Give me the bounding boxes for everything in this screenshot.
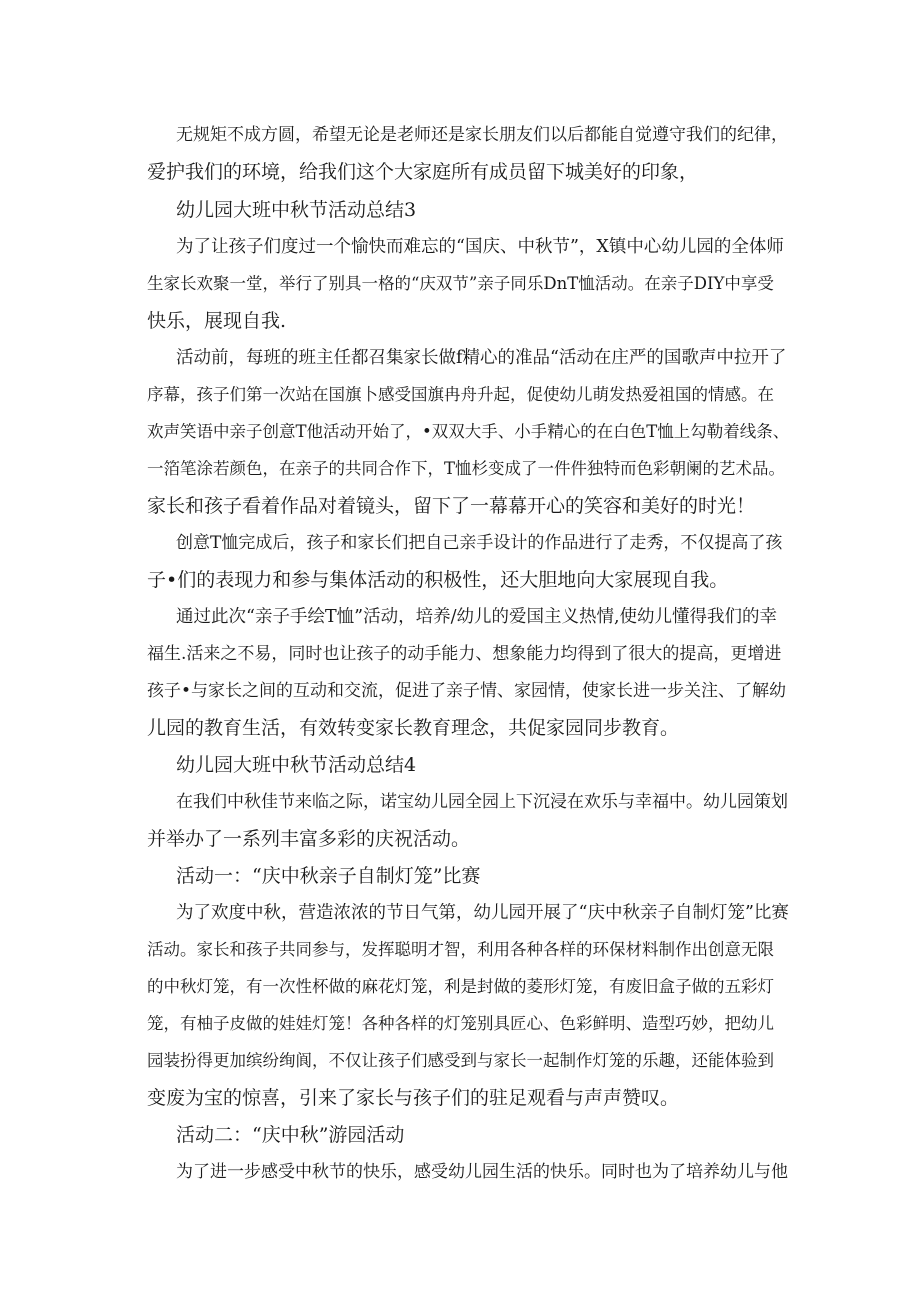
paragraph-line: 变废为宝的惊喜，引来了家长与孩子们的驻足观看与声声赞叹。 (147, 1087, 680, 1109)
paragraph-line: 孩子•与家长之间的互动和交流，促进了亲子情、家园情，使家长进一步关注、了解幼 (147, 681, 787, 701)
paragraph-line: 一箔笔涂若颜色，在亲子的共同合作下，T恤杉变成了一件件独特而色彩朝阑的艺术品。 (147, 459, 786, 478)
paragraph-line: 为了进一步感受中秋节的快乐，感受幼儿园生活的快乐。同时也为了培养幼儿与他 (176, 1162, 788, 1182)
paragraph-line: 并举办了一系列丰富多彩的庆祝活动。 (147, 828, 471, 850)
paragraph-line: 在我们中秋佳节来临之际，诺宝幼儿园全园上下沉浸在欢乐与幸福中。幼儿园策划 (176, 792, 788, 812)
section-heading: 幼儿园大班中秋节活动总结3 (176, 199, 417, 221)
paragraph-line: 创意T恤完成后，孩子和家长们把自己亲手设计的作品进行了走秀，不仅提高了孩 (176, 533, 783, 553)
paragraph-line: 家长和孩子看着作品对着镜头，留下了一幕幕开心的笑容和美好的时光！ (147, 495, 756, 517)
paragraph-line: 快乐，展现自我. (147, 310, 287, 332)
paragraph-line: 序幕，孩子们第一次站在国旗卜感受国旗冉舟升起，促使幼儿萌发热爱祖国的情感。在 (147, 385, 774, 404)
paragraph-line: 的中秋灯笼，有一次性杯做的麻花灯笼，利是封做的菱形灯笼，有废旧盒子做的五彩灯 (147, 977, 774, 996)
paragraph-line: 儿园的教育生活，有效转变家长教育理念，共促家园同步教育。 (147, 717, 680, 739)
paragraph-line: 为了欢度中秋，营造浓浓的节日气第，幼儿园开展了“庆中秋亲子自制灯笼”比赛 (176, 903, 789, 923)
paragraph-line: 活动。家长和孩子共同参与，发挥聪明才智，利用各种各样的环保材料制作出创意无限 (147, 940, 774, 959)
section-heading: 幼儿园大班中秋节活动总结4 (176, 754, 417, 776)
activity-heading: 活动二：“庆中秋”游园活动 (176, 1124, 405, 1146)
paragraph-line: 生家长欢聚一堂，举行了别具一格的“庆双节”亲子同乐DnT恤活动。在亲子DIY中享受 (147, 274, 774, 293)
paragraph-line: 福生.活来之不易，同时也让孩子的动手能力、想象能力均得到了很大的提高，更增进 (147, 644, 782, 664)
paragraph-line: 爱护我们的环境，给我们这个大家庭所有成员留下城美好的印象， (147, 161, 699, 183)
paragraph-line: 无规矩不成方圆，希望无论是老师还是家长朋友们以后都能自觉遵守我们的纪律， (176, 125, 788, 145)
paragraph-line: 通过此次“亲子手绘T恤”活动，培养/幼儿的爱国主义热情,使幼儿懂得我们的幸 (176, 607, 778, 627)
activity-heading: 活动一：“庆中秋亲子自制灯笼”比赛 (176, 865, 481, 887)
paragraph-line: 欢声笑语中亲子创意T他活动开始了，•双双大手、小手精心的在白色T恤上勾勒着线条、 (147, 422, 790, 441)
paragraph-line: 活动前，每班的班主任都召集家长做f精心的准品“活动在庄严的国歌声中拉开了 (176, 348, 787, 368)
paragraph-line: 笼，有柚子皮做的娃娃灯笼！各种各样的灯笼别具匠心、色彩鲜明、造型巧妙，把幼儿 (147, 1014, 774, 1033)
paragraph-line: 为了让孩子们度过一个愉快而难忘的“国庆、中秋节”，X镇中心幼儿园的全体师 (176, 237, 784, 257)
paragraph-line: 子•们的表现力和参与集体活动的积极性，还大胆地向大家展现自我。 (147, 569, 729, 591)
paragraph-line: 园装扮得更加缤纷绚阆，不仅让孩子们感受到与家长一起制作灯笼的乐趣，还能体验到 (147, 1051, 774, 1070)
